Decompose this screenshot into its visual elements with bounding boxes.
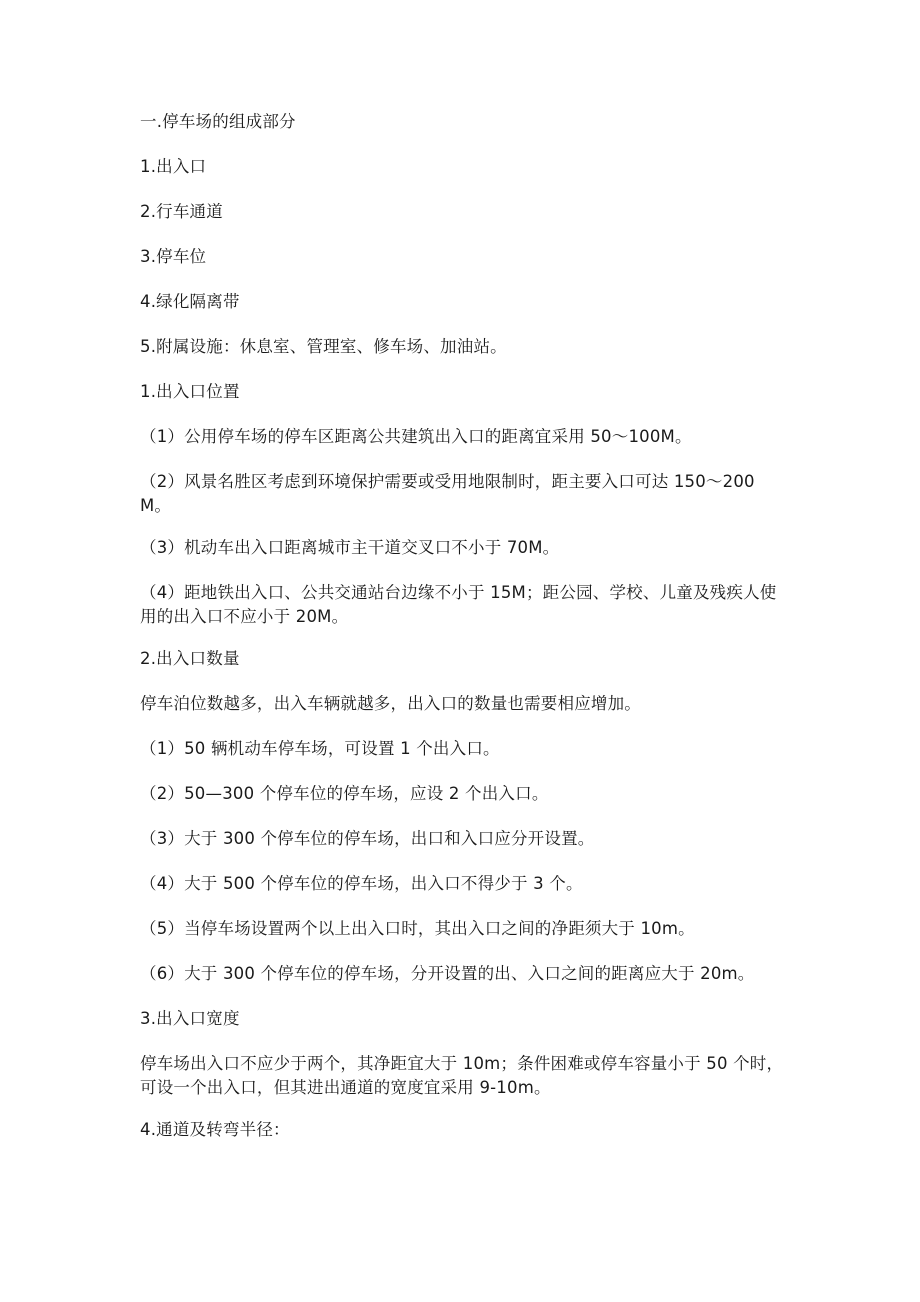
paragraph: （5）当停车场设置两个以上出入口时，其出入口之间的净距须大于 10m。 (140, 919, 695, 938)
paragraph: （2）50—300 个停车位的停车场，应设 2 个出入口。 (140, 784, 549, 803)
subsection-heading: 3.出入口宽度 (140, 1009, 240, 1028)
paragraph: （3）机动车出入口距离城市主干道交叉口不小于 70M。 (140, 538, 560, 557)
paragraph: （4）大于 500 个停车位的停车场，出入口不得少于 3 个。 (140, 874, 583, 893)
paragraph: 停车泊位数越多，出入车辆就越多，出入口的数量也需要相应增加。 (140, 694, 641, 713)
paragraph: 停车场出入口不应少于两个，其净距宜大于 10m；条件困难或停车容量小于 50 个时，可设一个出入口，但其进出通道的宽度宜采用 9-10m。 (140, 1054, 784, 1097)
paragraph: （1）50 辆机动车停车场，可设置 1 个出入口。 (140, 739, 500, 758)
paragraph: （3）大于 300 个停车位的停车场，出口和入口应分开设置。 (140, 829, 595, 848)
section-heading: 一.停车场的组成部分 (140, 112, 296, 131)
subsection-heading: 4.通道及转弯半径： (140, 1120, 290, 1139)
list-item: 3.停车位 (140, 247, 207, 266)
subsection-heading: 2.出入口数量 (140, 649, 240, 668)
list-item: 4.绿化隔离带 (140, 292, 240, 311)
subsection-heading: 1.出入口位置 (140, 382, 240, 401)
list-item: 1.出入口 (140, 157, 207, 176)
list-item: 5.附属设施：休息室、管理室、修车场、加油站。 (140, 337, 507, 356)
paragraph: （6）大于 300 个停车位的停车场，分开设置的出、入口之间的距离应大于 20m。 (140, 964, 755, 983)
document-body (140, 110, 784, 1163)
paragraph: （1）公用停车场的停车区距离公共建筑出入口的距离宜采用 50～100M。 (140, 427, 692, 446)
paragraph: （4）距地铁出入口、公共交通站台边缘不小于 15M；距公园、学校、儿童及残疾人使用的出入口不应小于 20M。 (140, 583, 777, 626)
list-item: 2.行车通道 (140, 202, 223, 221)
paragraph: （2）风景名胜区考虑到环境保护需要或受用地限制时，距主要入口可达 150～200M。 (140, 472, 755, 515)
